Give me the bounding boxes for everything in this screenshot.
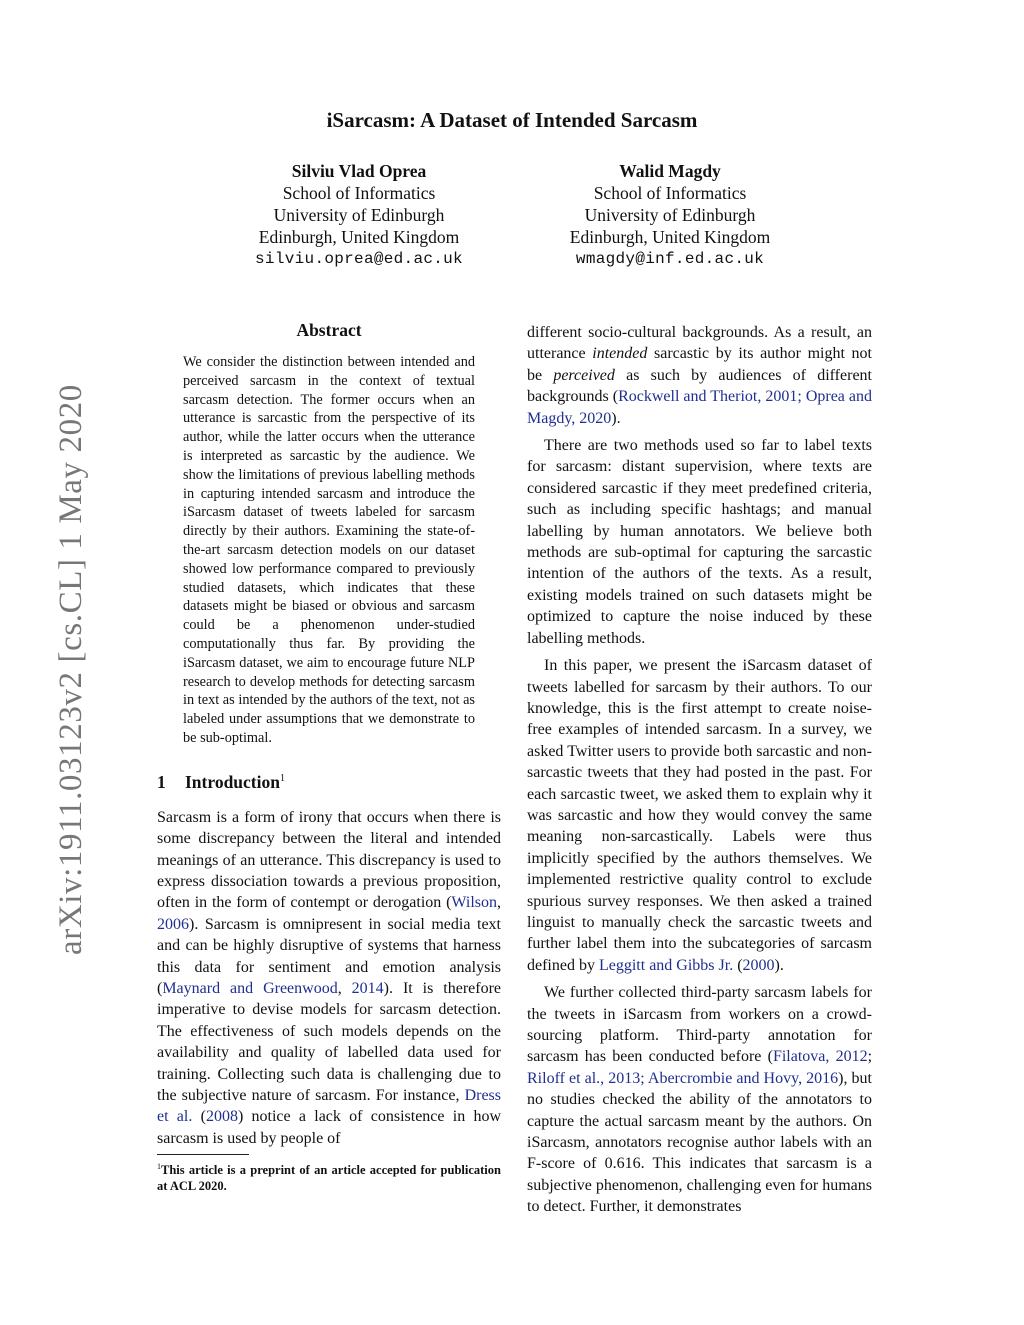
text-run: Sarcasm is a form of irony that occurs when there is some discrepancy between the literal and intended meanings of an utterance. This discrepancy is used to express dissociation towards a previous proposition, often in the form of contempt or derogation ( bbox=[157, 808, 501, 912]
emphasis: intended bbox=[592, 345, 648, 363]
footnote-marker: 1 bbox=[279, 772, 285, 784]
citation-link[interactable]: Wilson bbox=[451, 894, 497, 912]
author-email: silviu.oprea@ed.ac.uk bbox=[255, 250, 463, 268]
citation-link[interactable]: 2016 bbox=[806, 1069, 839, 1087]
text-run: sarcastic by its author might not be bbox=[527, 345, 873, 384]
citation-link[interactable]: 2012 bbox=[835, 1048, 868, 1066]
text-run: In this paper, we present the iSarcasm dataset of tweets labelled for sarcasm by their authors. To our knowledge, this is the first attempt to create noise-free examples of intended sarcasm. In a survey, we asked Twitter users to provide both sarcastic and non-sarcastic tweets that they had posted in the past. For each sarcastic tweet, we asked them to explain why it was sarcastic and how they would convey the same meaning non-sarcastically. Labels were thus implicitly specified by the authors themselves. We implemented restrictive quality control to exclude spurious survey responses. We then asked a trained linguist to manually check the sarcastic tweets and further label them into the subcategories of sarcasm defined by bbox=[527, 657, 872, 974]
citation-link[interactable]: 2006 bbox=[157, 915, 189, 933]
text-run: ). Sarcasm is omnipresent in social media text and can be highly disruptive of systems that harness this data for sentiment and emotion analysis ( bbox=[157, 915, 501, 997]
paper-title: iSarcasm: A Dataset of Intended Sarcasm bbox=[326, 108, 698, 132]
emphasis: perceived bbox=[553, 366, 615, 384]
citation-link[interactable]: Filatova bbox=[772, 1048, 826, 1066]
abstract-text: We consider the distinction between intended and perceived sarcasm in the context of textual sarcasm detection. The former occurs when an utterance is sarcastic from the perspective of its author, while the latter occurs when the utterance is interpreted as sarcastic by the audience. We show the limitations of previous labelling methods in capturing intended sarcasm and introduce the iSarcasm dataset of tweets labeled for sarcasm directly by their authors. Examining the state-of-the-art sarcasm detection models on our dataset showed low performance compared to previously studied datasets, which indicates that these datasets might be biased or obvious and sarcasm could be a phenomenon under-studied computationally thus far. By providing the iSarcasm dataset, we aim to encourage future NLP research to develop methods for detecting sarcasm in text as intended by the authors of the text, not as labeled under assumptions that we demonstrate to be sub-optimal. bbox=[183, 354, 475, 746]
text-run: , bbox=[798, 1069, 807, 1087]
text-run: , bbox=[497, 894, 501, 912]
intro-paragraph-3 bbox=[527, 655, 872, 976]
text-run: , bbox=[757, 388, 766, 406]
intro-paragraph-4 bbox=[527, 982, 872, 1217]
text-run: , bbox=[337, 979, 352, 997]
text-run: , bbox=[571, 409, 580, 427]
section-heading-introduction bbox=[157, 772, 501, 793]
citation-link[interactable]: 2000 bbox=[742, 956, 775, 974]
citation-link[interactable]: Leggitt and Gibbs Jr. bbox=[598, 956, 734, 974]
author-email: wmagdy@inf.ed.ac.uk bbox=[575, 250, 765, 268]
text-run: We further collected third-party sarcasm labels for the tweets in iSarcasm from workers on a crowd-sourcing platform. Third-party annotation for sarcasm has been conducted before ( bbox=[527, 984, 872, 1066]
arxiv-identifier: arXiv:1911.03123v2 [cs.CL] 1 May 2020 bbox=[53, 384, 89, 955]
text-run: , bbox=[825, 1048, 836, 1066]
left-column bbox=[157, 320, 501, 1194]
intro-paragraph-1 bbox=[157, 807, 501, 1150]
footnote-text: This article is a preprint of an article accepted for publication at ACL 2020. bbox=[157, 1163, 501, 1193]
text-run: ), but no studies checked the ability of the annotators to capture the actual sarcasm meant by the authors. On iSarcasm, annotators recognise author labels with an F-score of 0.616. This indicates that sarcasm is a subjective phenomenon, challenging even for humans to detect. Further, it demonstrates bbox=[527, 1069, 872, 1216]
citation-link[interactable]: 2014 bbox=[351, 979, 384, 997]
text-run: ( bbox=[733, 956, 743, 974]
text-run: ) notice a lack of consistence in how sarcasm is used by people of bbox=[157, 1108, 502, 1147]
text-run: ). It is therefore imperative to devise models for sarcasm detection. The effectiveness of such models depends on the availability and quality of labelled data used for training. Collecting such data is challenging due to the subjective nature of sarcasm. For instance, bbox=[157, 979, 502, 1105]
section-title: Introduction bbox=[185, 771, 280, 792]
intro-paragraph-continued bbox=[527, 322, 872, 429]
author-name: Silviu Vlad Oprea bbox=[291, 161, 427, 181]
text-run: ; bbox=[867, 1048, 873, 1066]
author-location: Edinburgh, United Kingdom bbox=[258, 227, 460, 247]
text-run: ). bbox=[774, 956, 784, 974]
citation-link[interactable]: Abercrombie and Hovy bbox=[647, 1069, 799, 1087]
text-run: ( bbox=[192, 1108, 206, 1126]
author-block-1 bbox=[209, 160, 509, 270]
footnote-rule bbox=[157, 1154, 249, 1155]
text-run: ; bbox=[797, 388, 806, 406]
footnote-mark: 1 bbox=[157, 1162, 161, 1172]
citation-link[interactable]: 2020 bbox=[579, 409, 612, 427]
text-run: ; bbox=[640, 1069, 648, 1087]
citation-link[interactable]: Maynard and Greenwood bbox=[162, 979, 338, 997]
text-run: as such by audiences of different backgrounds ( bbox=[527, 366, 872, 406]
citation-link[interactable]: Riloff et al. bbox=[527, 1069, 601, 1087]
right-column bbox=[527, 322, 872, 1218]
citation-link[interactable]: Rockwell and Theriot bbox=[618, 388, 758, 406]
author-block-2 bbox=[520, 160, 820, 270]
citation-link[interactable]: Oprea and Magdy bbox=[527, 388, 873, 427]
footnote bbox=[157, 1159, 501, 1194]
intro-paragraph-2: There are two methods used so far to label texts for sarcasm: distant supervision, where texts are considered sarcastic if they meet predefined criteria, such as including specific hashtags; and manual labelling by human annotators. We believe both methods are sub-optimal for capturing the sarcastic intention of the authors of the texts. As a result, existing models trained on such datasets might be optimized to capture the noise induced by these labelling methods. bbox=[527, 437, 872, 647]
citation-link[interactable]: 2008 bbox=[205, 1108, 238, 1126]
text-run: , bbox=[600, 1069, 609, 1087]
text-run: ). bbox=[611, 409, 621, 427]
author-university: University of Edinburgh bbox=[584, 205, 756, 225]
author-location: Edinburgh, United Kingdom bbox=[569, 227, 771, 247]
section-number: 1 bbox=[157, 771, 166, 792]
citation-link[interactable]: 2001 bbox=[765, 388, 798, 406]
citation-link[interactable]: 2013 bbox=[608, 1069, 641, 1087]
author-university: University of Edinburgh bbox=[273, 205, 445, 225]
author-name: Walid Magdy bbox=[619, 161, 721, 181]
author-department: School of Informatics bbox=[593, 183, 747, 203]
author-department: School of Informatics bbox=[282, 183, 436, 203]
citation-link[interactable]: Dress et al. bbox=[157, 1087, 501, 1126]
abstract-heading: Abstract bbox=[296, 320, 362, 340]
text-run: different socio-cultural backgrounds. As a result, an utterance bbox=[527, 324, 872, 363]
